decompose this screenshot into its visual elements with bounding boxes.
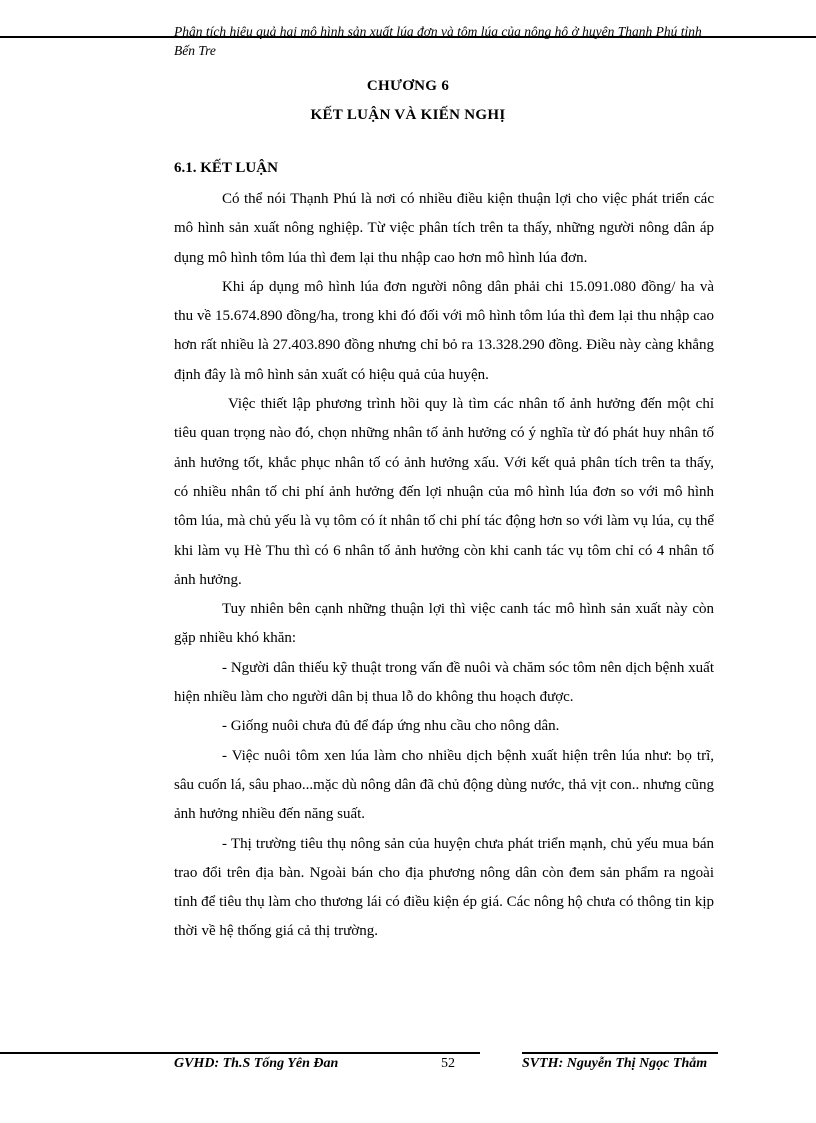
chapter-number: CHƯƠNG 6 [366, 78, 450, 94]
footer-rule-left [0, 1052, 480, 1054]
footer-student: SVTH: Nguyễn Thị Ngọc Thắm [522, 1056, 708, 1071]
footer-advisor: GVHD: Th.S Tống Yên Đan [174, 1056, 339, 1071]
page-number: 52 [441, 1056, 455, 1071]
section-heading: 6.1. KẾT LUẬN [174, 160, 278, 176]
footer-rule-right [522, 1052, 718, 1054]
paragraph-difficulties: Tuy nhiên bên cạnh những thuận lợi thì việc canh tác mô hình sản xuất này còn gặp nhiều khó khăn: [174, 601, 714, 647]
paragraph-costs: Khi áp dụng mô hình lúa đơn người nông dân phải chi 15.091.080 đồng/ ha và thu về 15.674.890 đồng/ha, trong khi đó đối với mô hình tôm lúa thì đem lại thu nhập cao hơn rất nhiều là 27.403.890 đồng nhưng chỉ bỏ ra 13.328.290 đồng. Điều này càng khẳng định đây là mô hình sản xuất có hiệu quả của huyện. [174, 278, 714, 383]
list-item-market: - Thị trường tiêu thụ nông sản của huyện chưa phát triển mạnh, chủ yếu mua bán trao đổi trên địa bàn. Ngoài bán cho địa phương nông dân còn đem sản phẩm ra ngoài tỉnh để tiêu thụ làm cho thương lái có điều kiện ép giá. Các nông hộ chưa có thông tin kịp thời về hệ thống giá cả thị trường. [174, 835, 714, 940]
body-text [174, 185, 714, 947]
list-item-technique: - Người dân thiếu kỹ thuật trong vấn đề nuôi và chăm sóc tôm nên dịch bệnh xuất hiện nhiều làm cho người dân bị thua lỗ do không thu hoạch được. [174, 659, 714, 706]
list-item-seed: - Giống nuôi chưa đủ để đáp ứng nhu cầu cho nông dân. [222, 718, 560, 735]
running-header: Phân tích hiệu quả hai mô hình sản xuất lúa đơn và tôm lúa của nông hộ ở huyện Thạnh Phú tỉnh Bến Tre [174, 24, 702, 58]
chapter-title: KẾT LUẬN VÀ KIẾN NGHỊ [310, 107, 506, 123]
paragraph-intro: Có thể nói Thạnh Phú là nơi có nhiều điều kiện thuận lợi cho việc phát triển các mô hình sản xuất nông nghiệp. Từ việc phân tích trên ta thấy, những người nông dân áp dụng mô hình tôm lúa thì đem lại thu nhập cao hơn mô hình lúa đơn. [174, 191, 714, 266]
list-item-pests: - Việc nuôi tôm xen lúa làm cho nhiều dịch bệnh xuất hiện trên lúa như: bọ trĩ, sâu cuốn lá, sâu phao...mặc dù nông dân đã chủ động dùng nước, thả vịt con.. nhưng cũng ảnh hưởng nhiều đến năng suất. [174, 747, 714, 823]
paragraph-regression: Việc thiết lập phương trình hồi quy là tìm các nhân tố ảnh hưởng đến một chỉ tiêu quan trọng nào đó, chọn những nhân tố ảnh hưởng có ý nghĩa từ đó phát huy nhân tố ảnh hưởng tốt, khắc phục nhân tố có ảnh hưởng xấu. Với kết quả phân tích trên ta thấy, có nhiều nhân tố chi phí ảnh hưởng đến lợi nhuận của mô hình lúa đơn so với mô hình tôm lúa, mà chủ yếu là vụ tôm có ít nhân tố chi phí tác động hơn so với làm vụ lúa, cụ thể khi làm vụ Hè Thu thì có 6 nhân tố ảnh hưởng còn khi canh tác vụ tôm chỉ có 4 nhân tố ảnh hưởng. [174, 396, 714, 588]
